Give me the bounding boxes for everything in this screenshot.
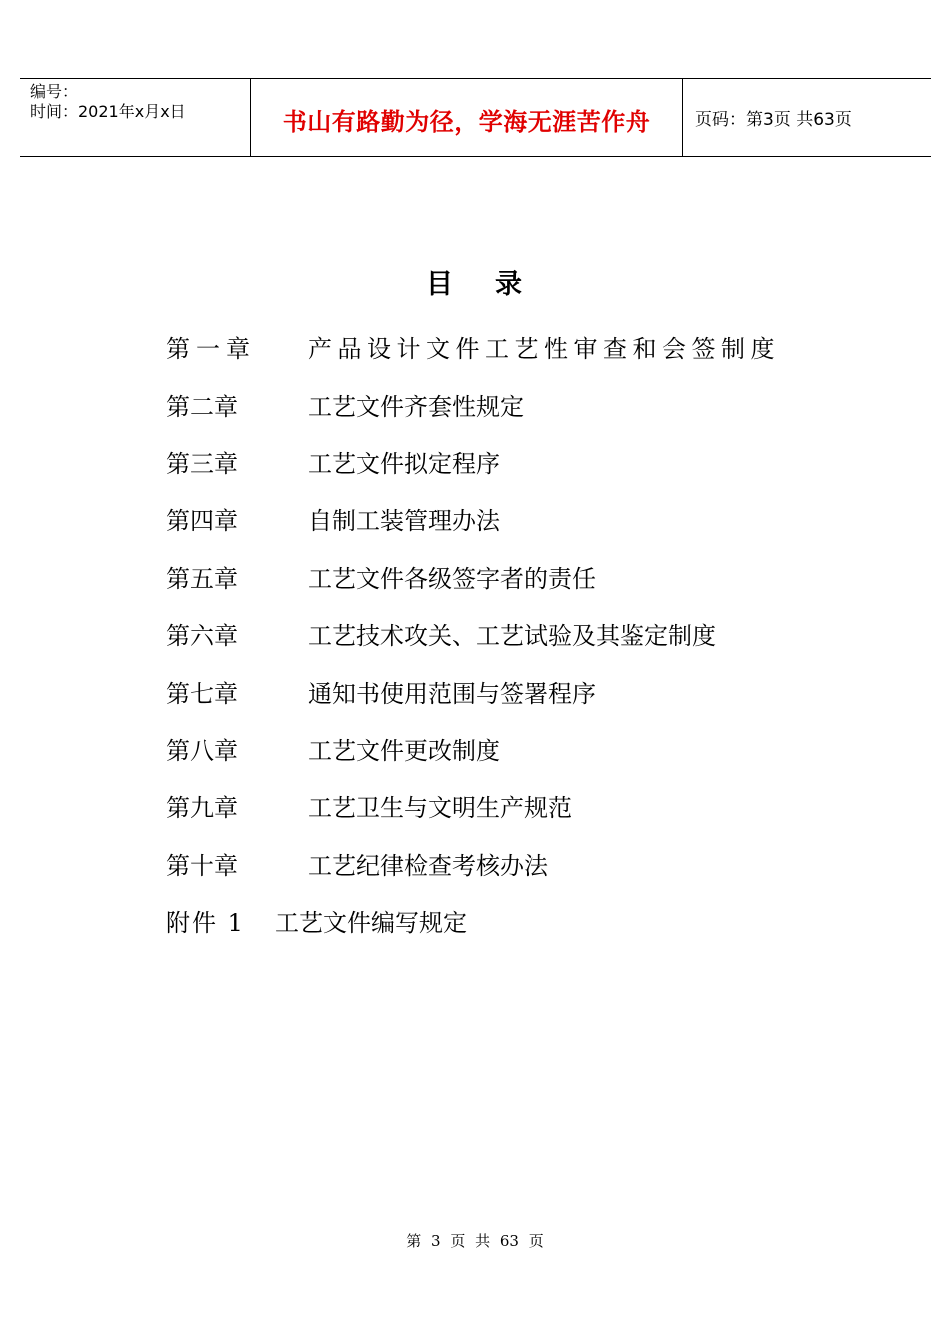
- toc-entry[interactable]: [166, 835, 866, 892]
- toc-entry[interactable]: [166, 777, 866, 834]
- toc-appendix-number: 附件 1: [166, 909, 245, 938]
- toc-title-left: 目: [426, 269, 455, 300]
- toc-chapter-number: 第八章: [166, 736, 238, 765]
- toc-chapter-title: 工艺文件拟定程序: [308, 449, 500, 478]
- toc-chapter-number: 第三章: [166, 449, 238, 478]
- toc-title-right: 录: [495, 269, 524, 300]
- toc-entry[interactable]: [166, 490, 866, 547]
- header-motto: 书山有路勤为径，学海无涯苦作舟: [282, 108, 651, 136]
- header-page-info: 页码：第3页 共63页: [695, 110, 852, 130]
- header-meta: [20, 79, 251, 156]
- toc-chapter-number: 第十章: [166, 851, 238, 880]
- header-motto-cell: [251, 79, 683, 156]
- toc-chapter-number: 第七章: [166, 679, 238, 708]
- header-page-info-cell: [683, 79, 931, 156]
- toc-entry[interactable]: [166, 375, 866, 432]
- document-time-label: 时间：2021年x月x日: [30, 102, 186, 121]
- toc-entry[interactable]: [166, 318, 866, 375]
- toc-entry[interactable]: [166, 892, 866, 949]
- document-number-label: 编号：: [30, 82, 79, 101]
- toc-chapter-number: 第六章: [166, 622, 238, 651]
- toc-chapter-title: 工艺纪律检查考核办法: [308, 851, 548, 880]
- toc-title: [0, 262, 950, 301]
- document-header: [20, 78, 931, 157]
- toc-chapter-number: 第四章: [166, 507, 238, 536]
- toc-entry[interactable]: [166, 605, 866, 662]
- toc-chapter-title: 工艺卫生与文明生产规范: [308, 794, 572, 823]
- toc-chapter-title: 工艺文件齐套性规定: [308, 392, 524, 421]
- toc-chapter-number: 第一章: [166, 335, 256, 364]
- toc-chapter-number: 第二章: [166, 392, 238, 421]
- page-footer: 第 3 页 共 63 页: [406, 1232, 544, 1250]
- toc-chapter-number: 第九章: [166, 794, 238, 823]
- toc-chapter-title: 工艺文件更改制度: [308, 736, 500, 765]
- toc-entry[interactable]: [166, 548, 866, 605]
- toc-appendix-title: 工艺文件编写规定: [275, 909, 467, 938]
- toc-chapter-title: 通知书使用范围与签署程序: [308, 679, 596, 708]
- toc-entry[interactable]: [166, 433, 866, 490]
- toc-chapter-title: 产品设计文件工艺性审查和会签制度: [308, 335, 780, 364]
- toc-entry[interactable]: [166, 720, 866, 777]
- table-of-contents: [166, 318, 866, 949]
- toc-chapter-title: 自制工装管理办法: [308, 507, 500, 536]
- toc-chapter-title: 工艺文件各级签字者的责任: [308, 564, 596, 593]
- toc-chapter-number: 第五章: [166, 564, 238, 593]
- toc-entry[interactable]: [166, 662, 866, 719]
- toc-chapter-title: 工艺技术攻关、工艺试验及其鉴定制度: [308, 622, 716, 651]
